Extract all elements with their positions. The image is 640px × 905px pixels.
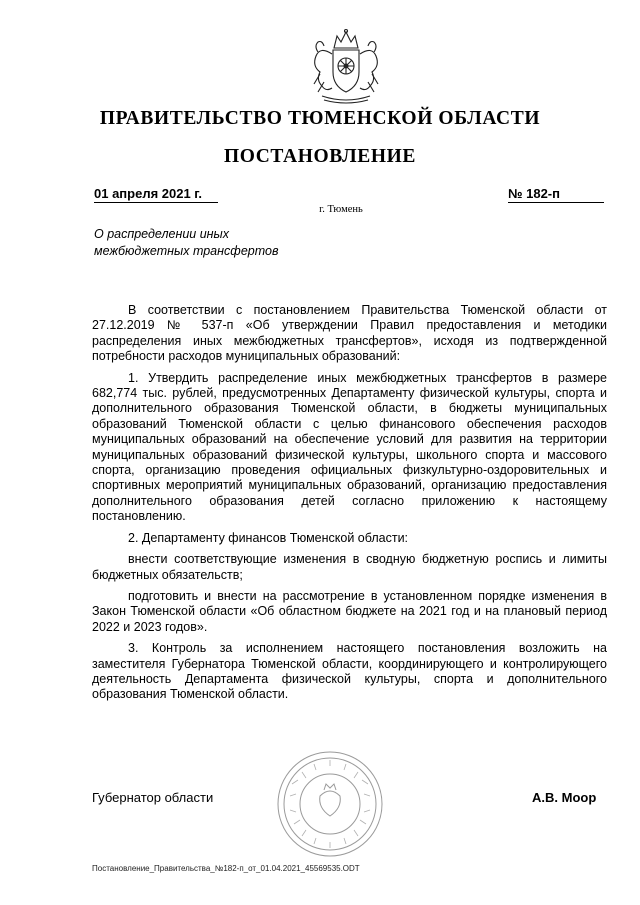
document-body (92, 303, 607, 709)
signer-title: Губернатор области (92, 790, 214, 805)
document-city: г. Тюмень (319, 204, 363, 215)
document-number: № 182-п (508, 186, 604, 203)
document-type: ПОСТАНОВЛЕНИЕ (223, 146, 417, 167)
clause-2-paragraph: 2. Департаменту финансов Тюменской области: (128, 530, 409, 545)
footer-filename: Постановление_Правительства_№182-п_от_01.04.2021_45569535.ODT (92, 864, 360, 873)
official-seal-icon (276, 750, 384, 858)
clause-2-item-2: подготовить и внести на рассмотрение в установленном порядке изменения в Закон Тюменской области «Об областном бюджете на 2021 год и на плановый период 2022 и 2023 годов». (92, 588, 607, 634)
government-title: ПРАВИТЕЛЬСТВО ТЮМЕНСКОЙ ОБЛАСТИ (99, 108, 541, 129)
subject-line-2: межбюджетных трансфертов (94, 244, 279, 258)
clause-2-item-1: внести соответствующие изменения в сводную бюджетную роспись и лимиты бюджетных обязательств; (92, 552, 607, 582)
preamble-paragraph: В соответствии с постановлением Правительства Тюменской области от 27.12.2019 № 537-п «Об утверждении Правил предоставления и методики распределения иных межбюджетных трансфертов», исходя из подтвержденной потребности расходов муниципальных образований: (92, 303, 607, 364)
signer-name: А.В. Моор (532, 790, 597, 805)
coat-of-arms-icon (304, 26, 388, 106)
subject-line-1: О распределении иных (94, 227, 229, 241)
document-date: 01 апреля 2021 г. (94, 186, 218, 203)
clause-3-paragraph: 3. Контроль за исполнением настоящего постановления возложить на заместителя Губернатора Тюменской области, координирующего и контролирующего деятельность Департамента физической культуры, спорта и дополнительного образования Тюменской области. (92, 641, 607, 702)
clause-1-paragraph: 1. Утвердить распределение иных межбюджетных трансфертов в размере 682,774 тыс. рублей, предусмотренных Департаменту физической культуры, спорта и дополнительного образования Тюменской области, в бюджеты муниципальных образований Тюменской области с целью финансового обеспечения расходов муниципальных образований на обеспечение условий для развития на территории муниципальных образований физической культуры, школьного спорта и массового спорта, организацию проведения официальных физкультурно-оздоровительных и спортивных мероприятий муниципальных образований, организацию предоставления дополнительного образования детей согласно приложению к настоящему постановлению. (92, 370, 607, 524)
document-subject (94, 226, 354, 260)
